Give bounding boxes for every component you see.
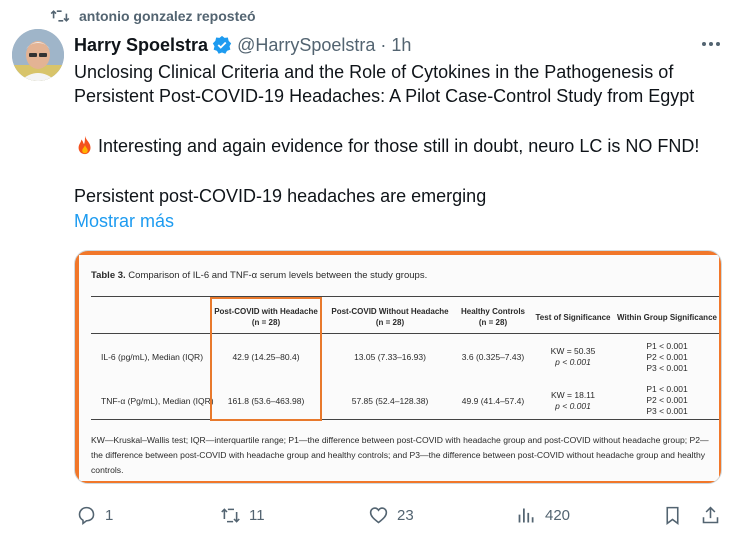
avatar-image [12, 29, 64, 81]
repost-header [0, 0, 742, 32]
show-more-link[interactable]: Mostrar más [74, 211, 175, 231]
tweet-time[interactable]: 1h [391, 34, 412, 55]
table-cell: 49.9 (41.4–57.4) [461, 396, 525, 406]
repost-icon [220, 505, 241, 526]
table-image [79, 255, 719, 481]
table-rule [91, 333, 719, 334]
tweet-text-line [74, 134, 699, 158]
tweet-text-fire-line: Interesting and again evidence for those still in doubt, neuro LC is NO FND! [98, 136, 700, 156]
highlight-box [210, 297, 322, 421]
reply-button[interactable] [76, 503, 113, 527]
heart-icon [368, 505, 389, 526]
tweet-header [74, 33, 411, 57]
table-cell: 13.05 (7.33–16.93) [354, 352, 426, 362]
reply-count: 1 [105, 506, 114, 524]
table-cell: TNF-α (Pg/mL), Median (IQR) [101, 396, 214, 406]
repost-count: 11 [249, 506, 265, 524]
repost-icon [50, 8, 70, 24]
tweet-text-line: Persistent Post-COVID-19 Headaches: A Pilot Case-Control Study from Egypt [74, 86, 695, 106]
table-cell: KW = 50.35 p < 0.001 [550, 346, 596, 367]
tweet-text-line: Unclosing Clinical Criteria and the Role of Cytokines in the Pathogenesis of [74, 62, 674, 82]
column-header: Healthy Controls (n = 28) [460, 307, 525, 327]
column-header: Post-COVID Without Headache (n = 28) [331, 307, 449, 327]
verified-badge-icon [212, 35, 232, 55]
column-header: Within Group Significance [617, 313, 717, 322]
view-count: 420 [545, 506, 571, 524]
views-button[interactable] [516, 503, 570, 527]
table-cell: 161.8 (53.6–463.98) [227, 396, 305, 406]
reply-icon [76, 505, 97, 526]
more-icon [701, 41, 721, 47]
table-rule [91, 419, 719, 420]
like-count: 23 [397, 506, 414, 524]
table-footnote: KW—Kruskal–Wallis test; IQR—interquartile range; P1—the difference between post-COVID with headache group and post-COVID without headache group; P2—the difference between post-COVID with headache group and healthy controls; and P3—the difference between post-COVID without headache group and healthy controls. [91, 435, 709, 475]
more-options-button[interactable] [700, 34, 722, 54]
column-header: Test of Significance [535, 313, 611, 322]
fire-emoji-icon [74, 134, 96, 156]
table-cell: 42.9 (14.25–80.4) [232, 352, 300, 362]
separator-dot: · [380, 34, 387, 55]
table-caption: Table 3. Comparison of IL-6 and TNF-α serum levels between the study groups. [91, 270, 428, 281]
tweet-text-line: Persistent post-COVID-19 headaches are emerging [74, 186, 487, 206]
avatar[interactable] [12, 29, 64, 81]
views-chart-icon [516, 505, 537, 526]
table-cell: KW = 18.11 p < 0.001 [550, 390, 596, 411]
column-header: Post-COVID with Headache (n = 28) [214, 307, 318, 327]
media-image[interactable] [74, 250, 722, 484]
table-cell: IL-6 (pg/mL), Median (IQR) [101, 352, 204, 362]
like-button[interactable] [368, 503, 414, 527]
repost-label[interactable]: antonio gonzalez reposteó [79, 8, 256, 24]
author-name[interactable]: Harry Spoelstra [74, 34, 209, 55]
bookmark-icon [662, 505, 683, 526]
share-button[interactable] [700, 503, 729, 527]
author-handle[interactable]: @HarrySpoelstra [237, 34, 376, 55]
table-cell: P1 < 0.001 P2 < 0.001 P3 < 0.001 [646, 341, 688, 373]
repost-button[interactable] [220, 503, 265, 527]
table-cell: 3.6 (0.325–7.43) [461, 352, 525, 362]
table-cell: P1 < 0.001 P2 < 0.001 P3 < 0.001 [646, 384, 688, 416]
table-cell: 57.85 (52.4–128.38) [351, 396, 429, 406]
table-rule [91, 296, 719, 297]
bookmark-button[interactable] [662, 503, 691, 527]
share-icon [700, 505, 721, 526]
